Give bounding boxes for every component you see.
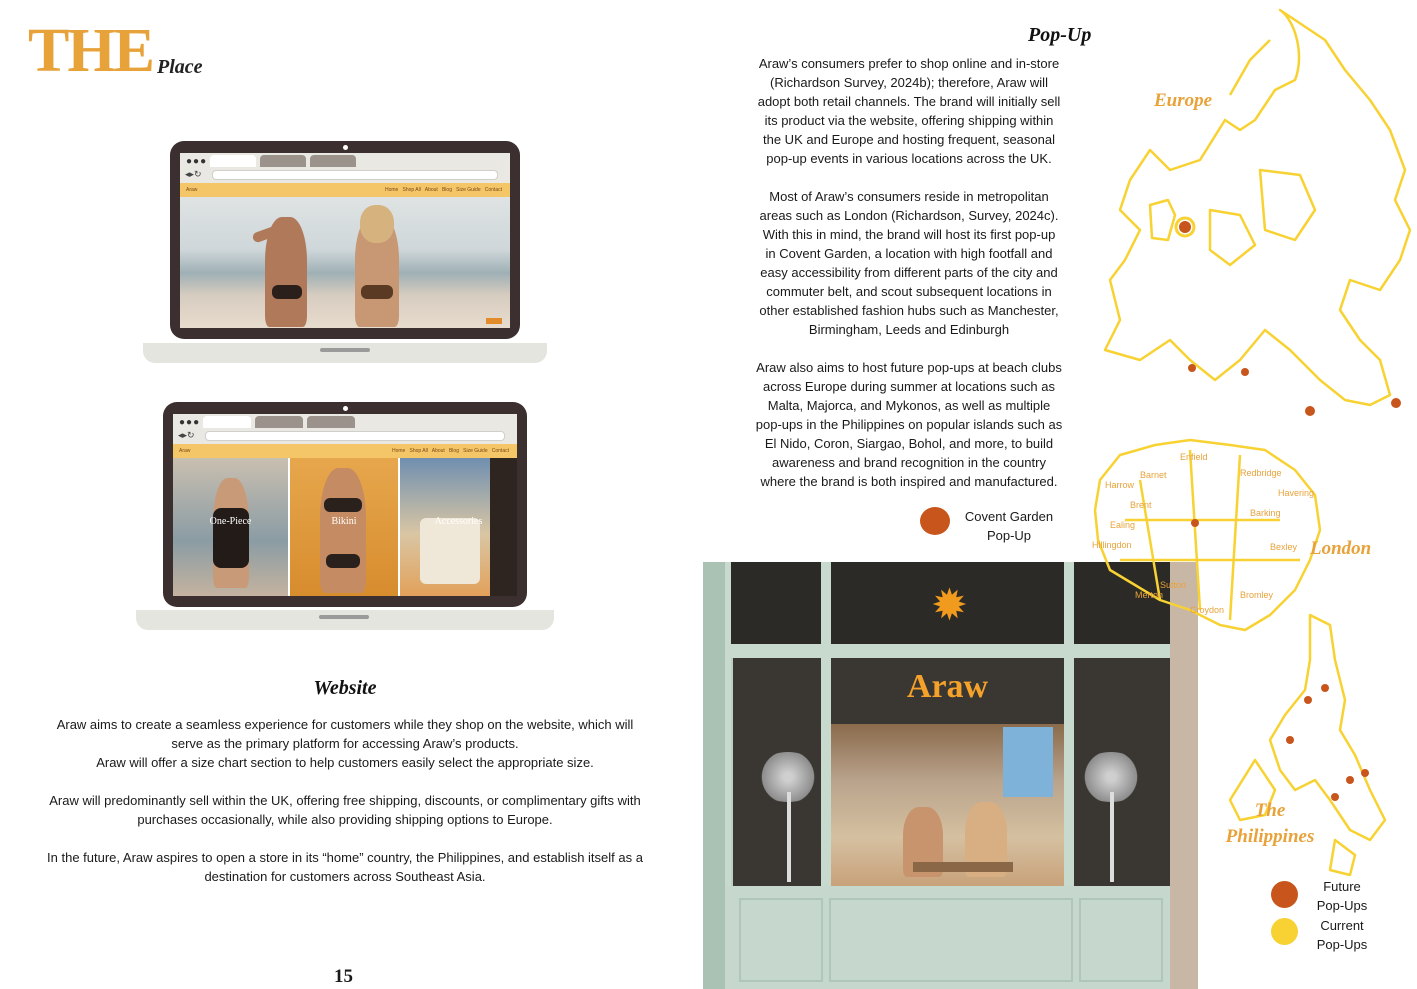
browser-chrome [180, 153, 510, 183]
category-label: Accessories [434, 515, 483, 527]
website-text-line: In the future, Araw aspires to open a store in its “home” country, the Philippines, and establish itself as a [47, 850, 643, 865]
philippines-popup-dot [1304, 696, 1312, 704]
philippines-map-label [1218, 798, 1322, 850]
future-popups-legend-icon [1271, 881, 1298, 908]
browser-tab[interactable] [310, 155, 356, 167]
category-one-piece[interactable] [173, 458, 288, 596]
popup-text-line: With this in mind, the brand will host its first pop-up [762, 227, 1056, 242]
category-bikini[interactable] [290, 458, 398, 596]
europe-popup-dot [1179, 221, 1191, 233]
legend-label: Future [1323, 879, 1361, 894]
site-logo[interactable]: Araw [179, 448, 191, 454]
covent-garden-label: Pop-Up [986, 528, 1032, 543]
popup-text-line: (Richardson Survey, 2024b); therefore, Araw will [770, 75, 1048, 90]
popup-text-line: the UK and Europe and hosting frequent, seasonal [763, 132, 1055, 147]
site-nav-links[interactable]: Home Shop All About Blog Size Guide Contact [391, 448, 509, 454]
website-shop-screen [173, 414, 517, 596]
website-text-line: serve as the primary platform for accessing Araw’s products. [171, 736, 519, 751]
website-homepage-screen [180, 153, 510, 328]
popup-text-line: across Europe during summer at locations such as [763, 379, 1055, 394]
borough-label: Brent [1130, 500, 1152, 510]
page-title: THE [28, 17, 153, 85]
back-forward-refresh-icon[interactable]: ◂▸↻ [178, 430, 195, 440]
philippines-popup-dot [1286, 736, 1294, 744]
site-nav-bar [180, 183, 510, 197]
site-logo[interactable]: Araw [186, 187, 198, 193]
borough-label: Enfield [1180, 452, 1208, 462]
borough-label: Croydon [1190, 605, 1225, 615]
site-nav-links[interactable]: Home Shop All About Blog Size Guide Contact [384, 187, 502, 193]
browser-chrome [173, 414, 517, 444]
europe-popup-dot [1188, 364, 1196, 372]
sun-logo-icon: ✹ [931, 581, 968, 630]
popup-text-line: Araw’s consumers prefer to shop online and in-store [758, 56, 1060, 71]
borough-label: Merton [1135, 590, 1164, 600]
popup-text-line: pop-ups in the Philippines on popular islands such as [755, 417, 1063, 432]
browser-tab[interactable] [255, 416, 303, 428]
website-text-line: Araw aims to create a seamless experience for customers while they shop on the website, which will [56, 717, 634, 732]
laptop-mockup-homepage [143, 141, 547, 363]
popup-text-line: pop-up events in various locations across the UK. [766, 151, 1052, 166]
window-dots-icon: ●●● [186, 156, 208, 167]
borough-label: Harrow [1105, 480, 1135, 490]
hero-beach-photo [180, 197, 510, 328]
borough-label: Redbridge [1240, 468, 1282, 478]
url-bar[interactable] [205, 431, 505, 441]
popup-text-line: in Covent Garden, a location with high footfall and [765, 246, 1053, 261]
website-text-line: Araw will offer a size chart section to help customers easily select the appropriate size. [96, 755, 594, 770]
window-dots-icon: ●●● [179, 417, 201, 428]
borough-label: Ealing [1110, 520, 1136, 530]
future-popups-legend [1303, 877, 1381, 915]
philippines-label-line: Philippines [1225, 826, 1315, 847]
popup-text-line: where the brand is both inspired and manufactured. [760, 474, 1058, 489]
covent-garden-legend [956, 507, 1062, 545]
popup-text-line: Araw also aims to host future pop-ups at beach clubs [756, 360, 1062, 375]
popup-heading: Pop-Up [1028, 24, 1092, 46]
borough-label: Sutton [1160, 580, 1187, 590]
europe-map-label: Europe [1154, 90, 1213, 111]
borough-label: Bexley [1270, 542, 1298, 552]
covent-garden-label: Covent Garden [964, 509, 1054, 524]
borough-label: Barnet [1140, 470, 1167, 480]
category-label: Bikini [331, 515, 357, 527]
url-bar[interactable] [212, 170, 498, 180]
laptop-mockup-shop-page [136, 402, 554, 630]
london-borough-labels [1090, 440, 1330, 640]
popup-text-line: its product via the website, offering shipping within [764, 113, 1054, 128]
store-sign: Araw [906, 668, 989, 705]
website-text-line: destination for customers across Southeast Asia. [204, 869, 486, 884]
legend-label: Pop-Ups [1316, 937, 1368, 952]
back-forward-refresh-icon[interactable]: ◂▸↻ [185, 169, 202, 179]
popup-text-line: areas such as London (Richardson, Survey, 2024c). [759, 208, 1059, 223]
category-accessories[interactable] [400, 458, 517, 596]
borough-label: Barking [1250, 508, 1281, 518]
browser-tab-active[interactable] [203, 416, 251, 428]
browser-tab-active[interactable] [210, 155, 256, 167]
london-map-label: London [1310, 538, 1372, 559]
page-subtitle: Place [157, 56, 203, 78]
europe-popup-dot [1241, 368, 1249, 376]
philippines-popup-dot [1346, 776, 1354, 784]
browser-tab[interactable] [260, 155, 306, 167]
borough-label: Bromley [1240, 590, 1274, 600]
current-popups-legend [1303, 916, 1381, 954]
borough-label: Havering [1278, 488, 1315, 498]
popup-text-line: awareness and brand recognition in the country [772, 455, 1046, 470]
europe-popup-dot [1305, 406, 1315, 416]
popup-text-line: easy accessibility from different parts of the city and [760, 265, 1058, 280]
borough-label: Hillingdon [1092, 540, 1132, 550]
page-number: 15 [334, 966, 353, 987]
popup-text-line: adopt both retail channels. The brand will initially sell [757, 94, 1061, 109]
website-text-line: purchases occasionally, while also providing shipping options to Europe. [137, 812, 553, 827]
covent-garden-marker-icon [920, 507, 950, 535]
website-text-line: Araw will predominantly sell within the UK, offering free shipping, discounts, or complimentary gifts with [49, 793, 641, 808]
popup-text-line: Most of Araw’s consumers reside in metropolitan [769, 189, 1049, 204]
popup-text-line: Birmingham, Leeds and Edinburgh [808, 322, 1010, 337]
website-heading: Website [313, 677, 377, 699]
browser-tab[interactable] [307, 416, 355, 428]
popup-text-line: Malta, Majorca, and Mykonos, as well as multiple [767, 398, 1051, 413]
site-nav-bar [173, 444, 517, 458]
europe-popup-dot [1391, 398, 1401, 408]
philippines-popup-dot [1331, 793, 1339, 801]
category-label: One-Piece [209, 515, 252, 527]
popup-body [720, 54, 1098, 491]
popup-text-line: commuter belt, and scout subsequent locations in [766, 284, 1052, 299]
philippines-popup-dot [1361, 769, 1369, 777]
philippines-popup-dot [1321, 684, 1329, 692]
popup-text-line: El Nido, Coron, Siargao, Bohol, and more, to build [764, 436, 1054, 451]
current-popups-legend-icon [1271, 918, 1298, 945]
legend-label: Current [1320, 918, 1364, 933]
philippines-label-line: The [1254, 800, 1286, 821]
popup-text-line: other established fashion hubs such as Manchester, [759, 303, 1059, 318]
legend-label: Pop-Ups [1316, 898, 1368, 913]
website-body [0, 715, 690, 886]
